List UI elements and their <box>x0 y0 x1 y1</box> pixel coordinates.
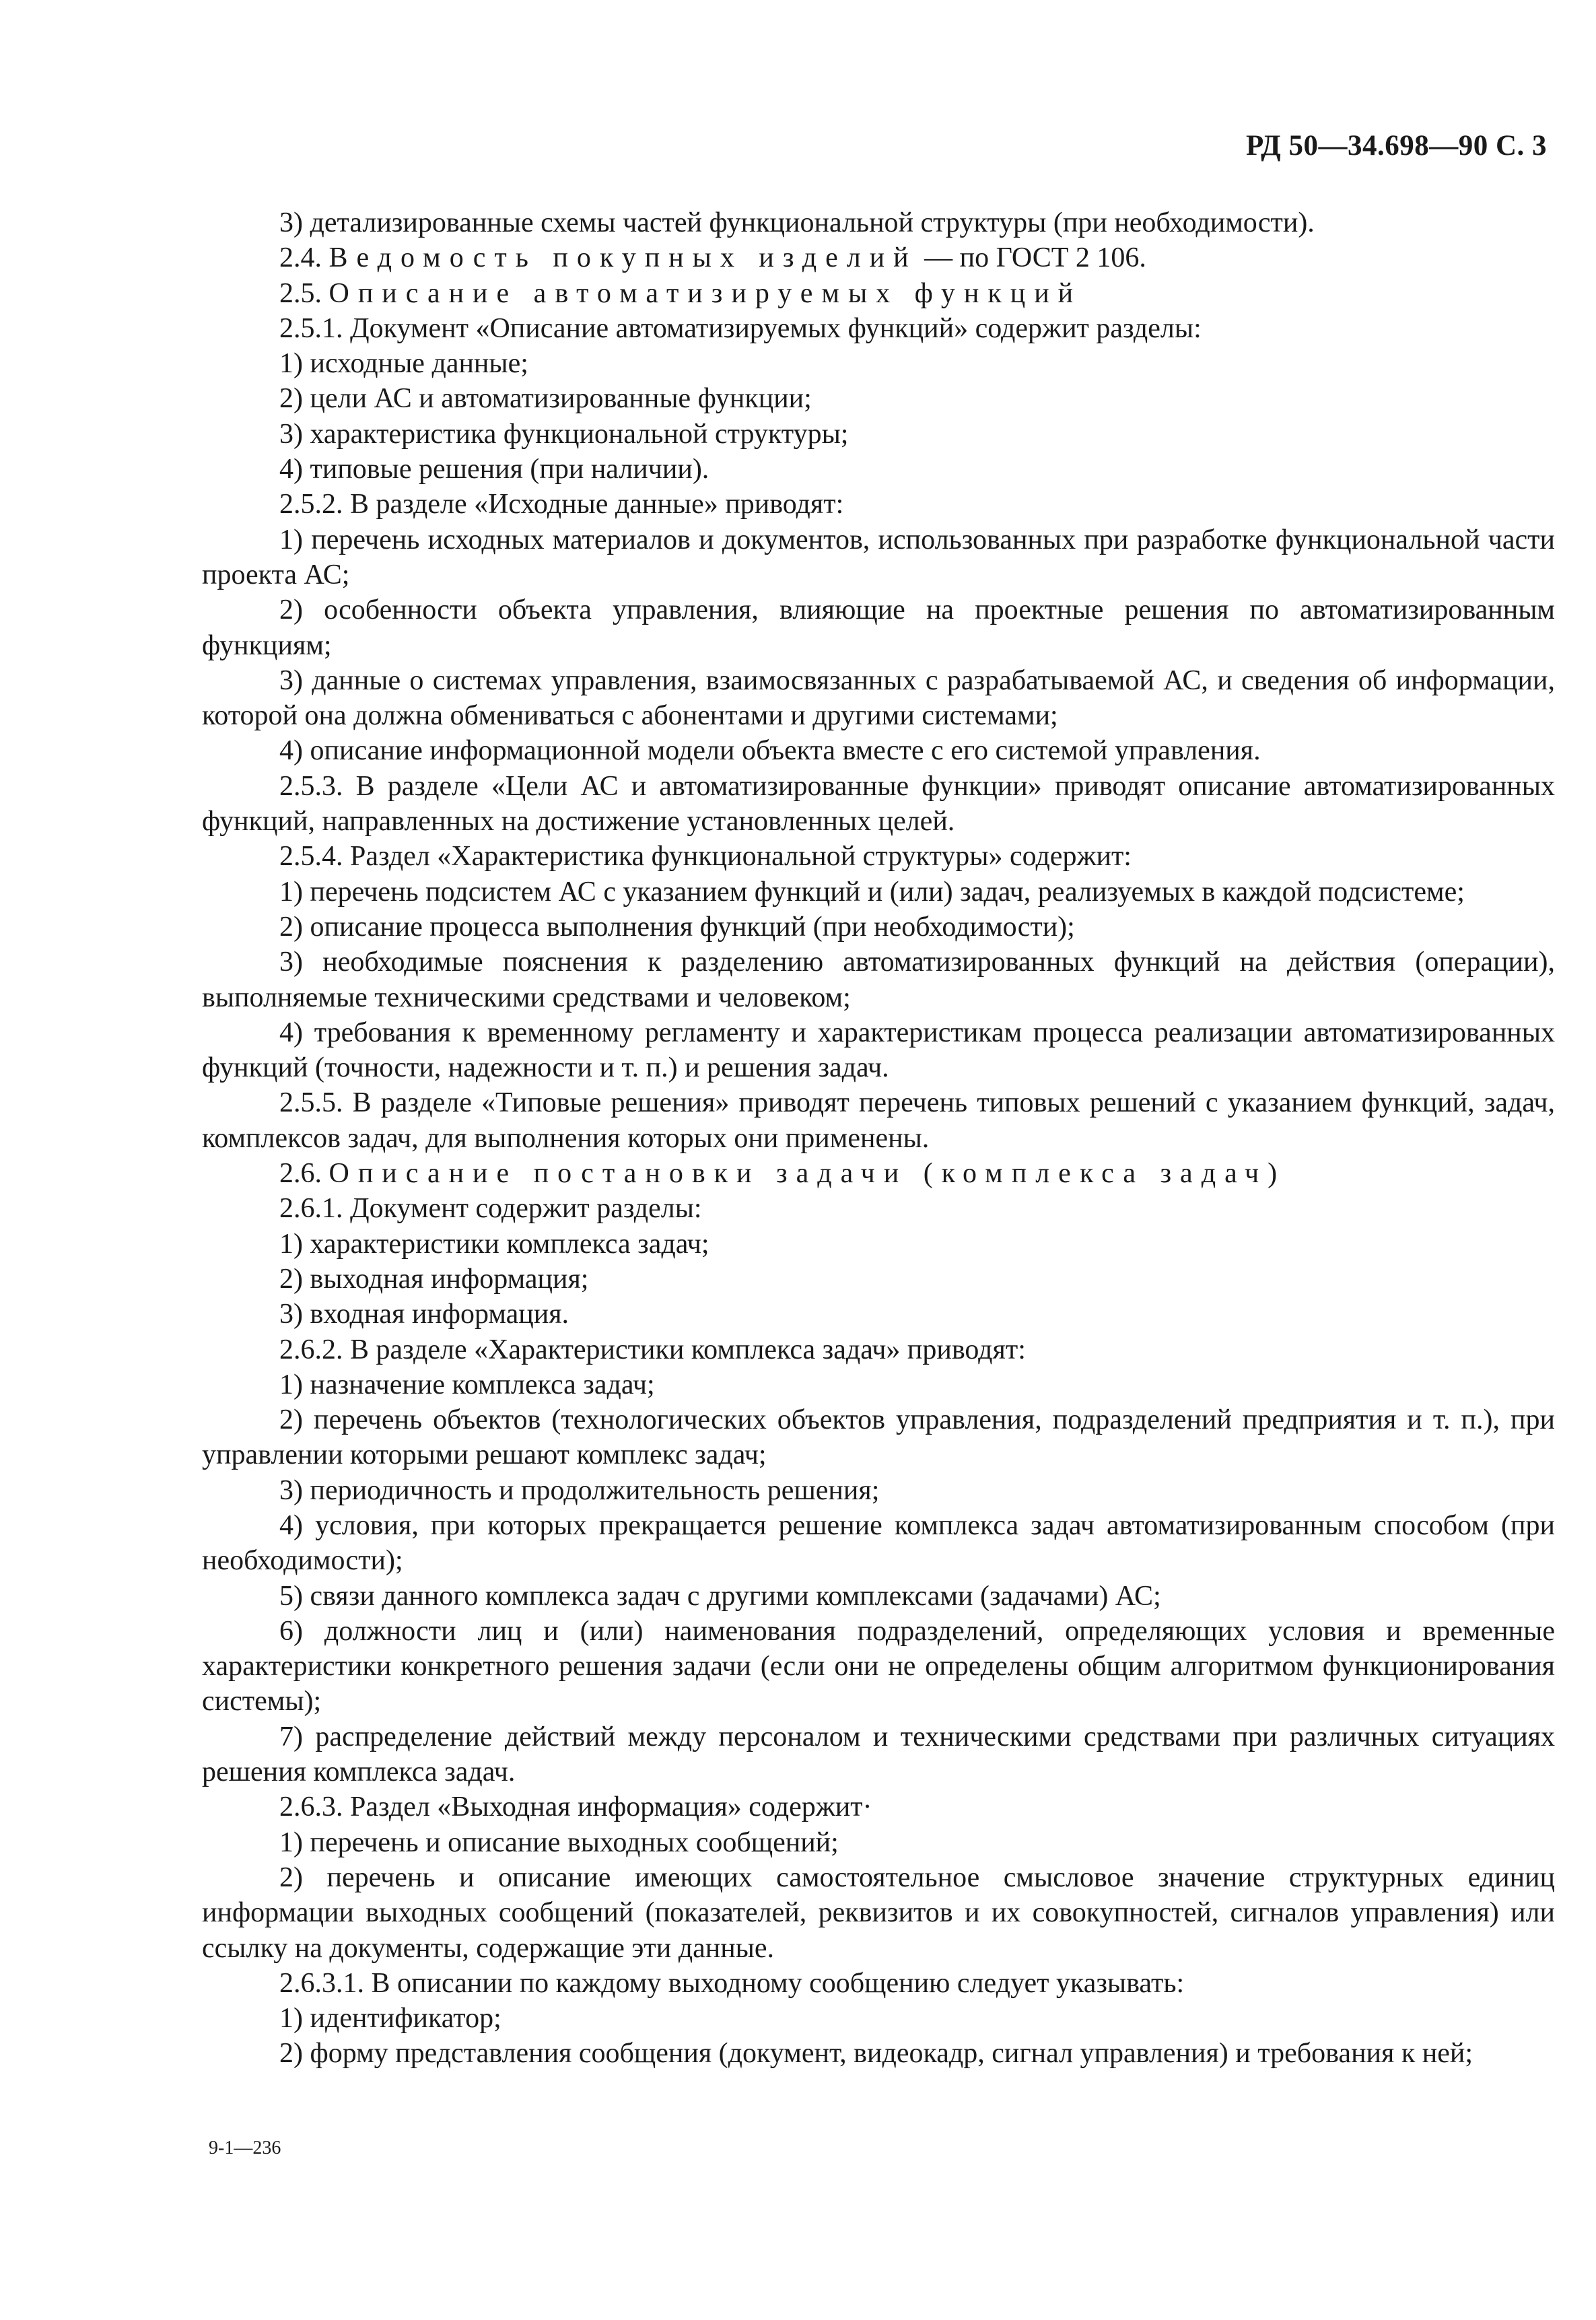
list-item: 3) необходимые пояснения к разделению автоматизированных функций на действия (операции), выполняемые техническими средствами и человеком; <box>202 947 1555 1013</box>
section-title: Ведомость покупных изделий <box>328 242 917 274</box>
paragraph: 2.6.3.1. В описании по каждому выходному сообщению следует указывать: <box>279 1967 1185 1999</box>
list-item: 4) требования к временному регламенту и характеристикам процесса реализации автоматизированных функций (точности, надежности и т. п.) и решения задач. <box>202 1017 1555 1084</box>
list-item: 2) особенности объекта управления, влияющие на проектные решения по автоматизированным функциям; <box>202 594 1555 661</box>
paragraph: 2.5.2. В разделе «Исходные данные» приводят: <box>279 489 844 520</box>
page-footer-code: 9-1—236 <box>209 2138 281 2158</box>
paragraph: 2.5.1. Документ «Описание автоматизируемых функций» содержит разделы: <box>279 312 1202 344</box>
list-item: 1) перечень исходных материалов и документов, использованных при разработке функциональной части проекта АС; <box>202 524 1555 590</box>
section-heading: 2.4. Ведомость покупных изделий — по ГОСТ 2 106. <box>279 242 1146 274</box>
list-item: 4) условия, при которых прекращается решение комплекса задач автоматизированным способом (при необходимости); <box>202 1509 1555 1577</box>
document-body <box>202 205 1555 2072</box>
list-item: 1) перечень подсистем АС с указанием функций и (или) задач, реализуемых в каждой подсистеме; <box>279 876 1465 908</box>
section-heading: 2.5. Описание автоматизируемых функций <box>279 277 1082 309</box>
list-item: 2) выходная информация; <box>279 1263 589 1295</box>
page-header: РД 50—34.698—90 С. 3 <box>1245 130 1547 162</box>
paragraph: 2.6.2. В разделе «Характеристики комплекса задач» приводят: <box>279 1334 1026 1365</box>
paragraph: 2.5.3. В разделе «Цели АС и автоматизированные функции» приводят описание автоматизированных функций, направленных на достижение установленных целей. <box>202 770 1555 838</box>
list-item: 7) распределение действий между персоналом и техническими средствами при различных ситуациях решения комплекса задач. <box>202 1721 1555 1788</box>
list-item: 1) перечень и описание выходных сообщений; <box>279 1827 839 1858</box>
list-item: 1) исходные данные; <box>279 348 528 380</box>
list-item: 1) характеристики комплекса задач; <box>279 1228 709 1260</box>
list-item: 2) описание процесса выполнения функций (при необходимости); <box>279 911 1075 943</box>
paragraph: 2.5.5. В разделе «Типовые решения» приводят перечень типовых решений с указанием функций, задач, комплексов задач, для выполнения которых они применены. <box>202 1087 1555 1154</box>
paragraph: 2.5.4. Раздел «Характеристика функциональной структуры» содержит: <box>279 841 1132 873</box>
list-item: 2) цели АС и автоматизированные функции; <box>279 383 812 415</box>
section-title: Описание постановки задачи (комплекса задач) <box>328 1158 1286 1190</box>
list-item: 1) назначение комплекса задач; <box>279 1369 655 1400</box>
list-item: 3) характеристика функциональной структуры; <box>279 418 849 450</box>
list-item: 3) входная информация. <box>279 1299 569 1330</box>
list-item: 4) описание информационной модели объекта вместе с его системой управления. <box>279 735 1261 767</box>
section-title: Описание автоматизируемых функций <box>328 277 1082 309</box>
list-item: 5) связи данного комплекса задач с другими комплексами (задачами) АС; <box>279 1580 1161 1612</box>
list-item: 1) идентификатор; <box>279 2003 501 2035</box>
list-item: 2) форму представления сообщения (документ, видеокадр, сигнал управления) и требования к ней; <box>279 2038 1473 2070</box>
paragraph: 3) детализированные схемы частей функциональной структуры (при необходимости). <box>279 207 1315 238</box>
list-item: 3) данные о системах управления, взаимосвязанных с разрабатываемой АС, и сведения об информации, которой она должна обмениваться с абонентами и другими системами; <box>202 664 1555 732</box>
paragraph: 2.6.3. Раздел «Выходная информация» содержит· <box>279 1792 872 1823</box>
section-heading: 2.6. Описание постановки задачи (комплекса задач) <box>279 1158 1286 1190</box>
list-item: 3) периодичность и продолжительность решения; <box>279 1474 880 1506</box>
list-item: 4) типовые решения (при наличии). <box>279 454 709 485</box>
list-item: 6) должности лиц и (или) наименования подразделений, определяющих условия и временные характеристики конкретного решения задачи (если они не определены общим алгоритмом функционирования системы); <box>202 1615 1555 1717</box>
list-item: 2) перечень объектов (технологических объектов управления, подразделений предприятия и т. п.), при управлении которыми решают комплекс задач; <box>202 1404 1555 1471</box>
paragraph: 2.6.1. Документ содержит разделы: <box>279 1193 702 1225</box>
list-item: 2) перечень и описание имеющих самостоятельное смысловое значение структурных единиц информации выходных сообщений (показателей, реквизитов и их совокупностей, сигналов управления) или ссылку на документы, содержащие эти данные. <box>202 1862 1555 1964</box>
